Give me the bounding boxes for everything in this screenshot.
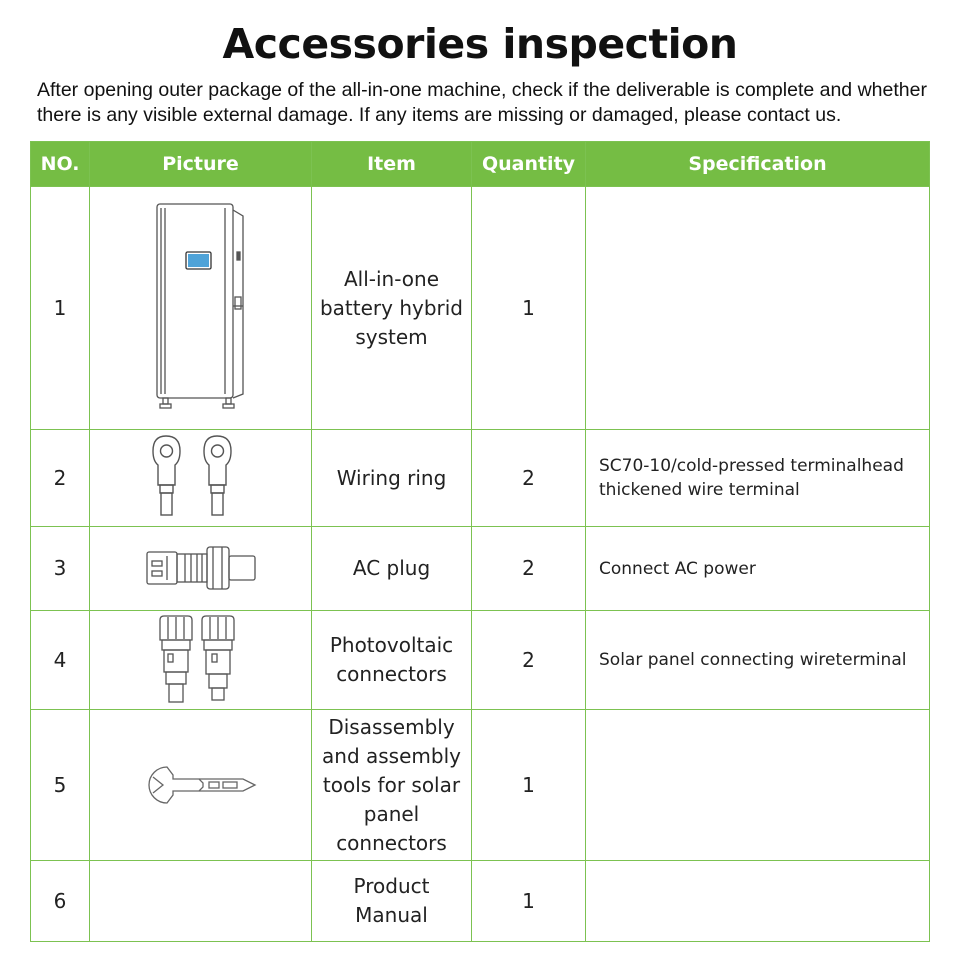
cell-no: 6	[31, 861, 90, 942]
cell-picture	[90, 611, 312, 710]
cell-item: Photovoltaic connectors	[312, 611, 472, 710]
cell-specification	[586, 710, 930, 861]
cell-specification: Connect AC power	[586, 527, 930, 611]
cell-item: Product Manual	[312, 861, 472, 942]
cell-picture	[90, 710, 312, 861]
battery-system-image	[151, 202, 251, 414]
cell-no: 4	[31, 611, 90, 710]
table-row	[31, 430, 930, 527]
cell-no: 5	[31, 710, 90, 861]
wrench-tool-image	[143, 763, 259, 807]
table-row	[31, 710, 930, 861]
cell-picture	[90, 861, 312, 942]
cell-picture	[90, 430, 312, 527]
cell-quantity: 2	[472, 527, 586, 611]
wiring-ring-image	[146, 433, 256, 523]
table-row	[31, 187, 930, 430]
ac-plug-image	[143, 544, 259, 594]
cell-specification: Solar panel connecting wireterminal	[586, 611, 930, 710]
pv-connector-image	[156, 614, 246, 706]
cell-quantity: 2	[472, 430, 586, 527]
cell-quantity: 1	[472, 187, 586, 430]
table-row	[31, 611, 930, 710]
page-title: Accessories inspection	[222, 20, 738, 68]
cell-item: Disassembly and assembly tools for solar panel connectors	[312, 710, 472, 861]
header-no: NO.	[31, 142, 90, 187]
header-quantity: Quantity	[472, 142, 586, 187]
header-item: Item	[312, 142, 472, 187]
cell-no: 2	[31, 430, 90, 527]
cell-quantity: 1	[472, 710, 586, 861]
header-picture: Picture	[90, 142, 312, 187]
cell-picture	[90, 527, 312, 611]
cell-item: Wiring ring	[312, 430, 472, 527]
cell-quantity: 2	[472, 611, 586, 710]
header-specification: Specification	[586, 142, 930, 187]
cell-item: AC plug	[312, 527, 472, 611]
table-header-row	[31, 142, 930, 187]
cell-picture	[90, 187, 312, 430]
cell-specification	[586, 187, 930, 430]
cell-quantity: 1	[472, 861, 586, 942]
cell-specification: SC70-10/cold-pressed terminalhead thickened wire terminal	[586, 430, 930, 527]
table-row	[31, 527, 930, 611]
cell-no: 1	[31, 187, 90, 430]
cell-item: All-in-one battery hybrid system	[312, 187, 472, 430]
intro-text: After opening outer package of the all-in-one machine, check if the deliverable is complete and whether there is any visible external damage. If any items are missing or damaged, please contact us.	[37, 79, 927, 126]
cell-no: 3	[31, 527, 90, 611]
accessories-table	[30, 141, 930, 942]
cell-specification	[586, 861, 930, 942]
table-row	[31, 861, 930, 942]
